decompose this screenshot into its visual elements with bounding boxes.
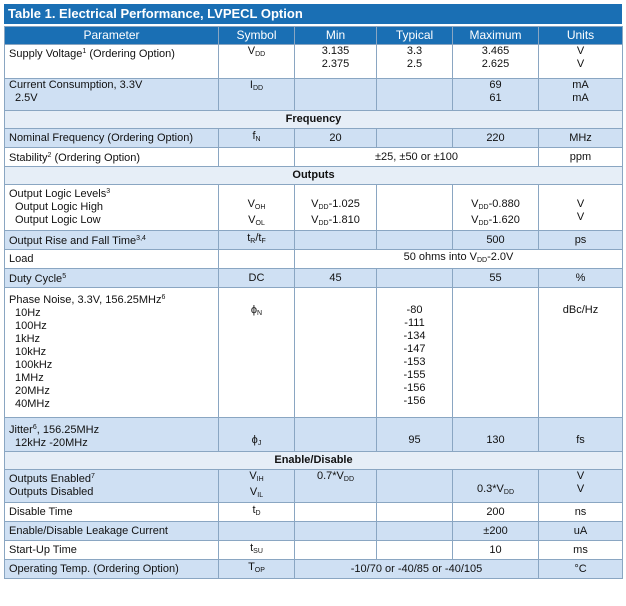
col-header-min: Min [295, 27, 377, 45]
unit-cell: V V [539, 45, 623, 79]
section-outputs: Outputs [5, 167, 623, 185]
row-load: Load 50 ohms into $V_{DD}-2.0V$ [5, 250, 623, 269]
min-cell: 3.135 2.375 [295, 45, 377, 79]
typ-cell: 3.3 2.5 [377, 45, 453, 79]
electrical-performance-table [4, 26, 623, 579]
header-row [5, 27, 623, 45]
param-cell: Current Consumption, 3.3V 2.5V [5, 79, 219, 111]
col-header-units: Units [539, 27, 623, 45]
section-frequency: Frequency [5, 111, 623, 129]
row-operating-temp: Operating Temp. (Ordering Option) $T_{OP}$ -10/70 or -40/85 or -40/105 °C [5, 560, 623, 579]
row-output-logic-levels: Output Logic Levels$^3$ Output Logic High Output Logic Low $V_{OH}$ $V_{OL}$ $V_{DD}-1.025$ $V_{DD}-1.810$ $V_{DD}-0.880$ $V_{DD}-1.620$ V V [5, 185, 623, 231]
row-outputs-enabled: Outputs Enabled$^7$ Outputs Disabled $V_{IH}$ $V_{IL}$ $0.7*V_{DD}$ $0.3*V_{DD}$ V V [5, 470, 623, 503]
row-nominal-frequency: Nominal Frequency (Ordering Option) $f_N$ 20 220 MHz [5, 129, 623, 148]
col-header-typical: Typical [377, 27, 453, 45]
row-duty-cycle: Duty Cycle$^5$ DC 45 55 % [5, 269, 623, 288]
max-cell: 69 61 [453, 79, 539, 111]
section-enable-disable: Enable/Disable [5, 452, 623, 470]
symbol-cell: $I_{DD}$ [219, 79, 295, 111]
table-title: Table 1. Electrical Performance, LVPECL Option [4, 4, 622, 24]
row-supply-voltage [5, 45, 623, 79]
row-leakage-current: Enable/Disable Leakage Current ±200 uA [5, 522, 623, 541]
max-cell: 3.465 2.625 [453, 45, 539, 79]
col-header-symbol: Symbol [219, 27, 295, 45]
row-startup-time: Start-Up Time $t_{SU}$ 10 ms [5, 541, 623, 560]
row-rise-fall: Output Rise and Fall Time$^{3,4}$ $t_R/t_F$ 500 ps [5, 231, 623, 250]
row-jitter: Jitter$^6$, 156.25MHz 12kHz -20MHz $\phi_J$ 95 130 fs [5, 418, 623, 452]
unit-cell: mA mA [539, 79, 623, 111]
col-header-parameter: Parameter [5, 27, 219, 45]
row-phase-noise: Phase Noise, 3.3V, 156.25MHz$^6$ 10Hz 100Hz 1kHz 10kHz 100kHz 1MHz 20MHz 40MHz $\phi_N$ -80 -111 -134 -147 -153 -155 -156 -156 dBc/Hz [5, 288, 623, 418]
col-header-maximum: Maximum [453, 27, 539, 45]
param-cell: Supply Voltage$^1$ (Ordering Option) [5, 45, 219, 79]
row-stability: Stability$^2$ (Ordering Option) ±25, ±50 or ±100 ppm [5, 148, 623, 167]
row-disable-time: Disable Time $t_D$ 200 ns [5, 503, 623, 522]
row-current-consumption [5, 79, 623, 111]
symbol-cell: $V_{DD}$ [219, 45, 295, 79]
